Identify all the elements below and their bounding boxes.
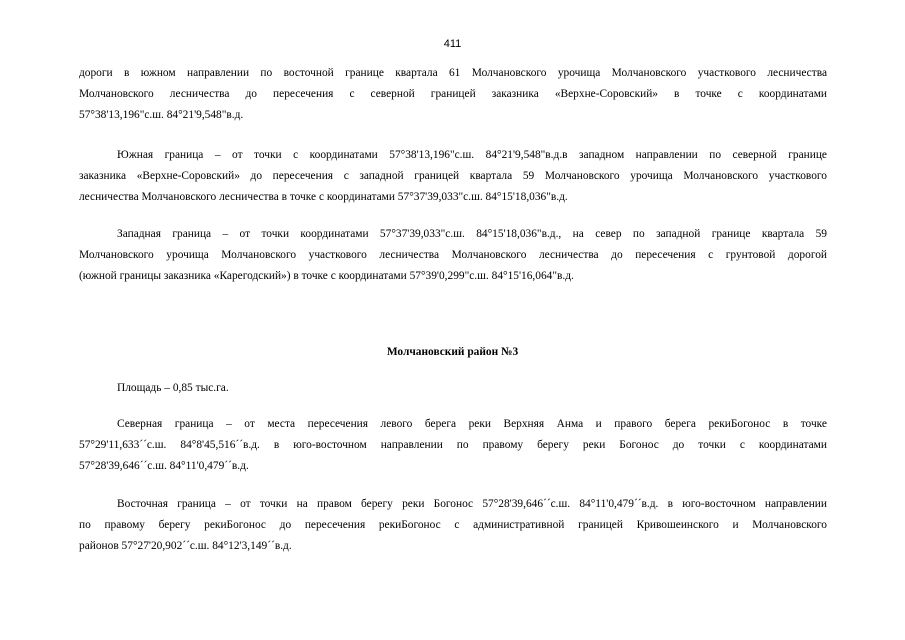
- page-number: 411: [443, 38, 462, 50]
- text-line: по правому берегу рекиБогонос до пересечения рекиБогонос с административной границей Кривошеинского и Молчановского: [79, 519, 827, 531]
- text-line: Восточная граница – от точки на правом берегу реки Богонос 57°28'39,646´´с.ш. 84°11'0,479´´в.д. в юго-восточном направлении: [117, 498, 827, 510]
- paragraph-area: [79, 378, 827, 399]
- section-heading: Молчановский район №3: [386, 346, 519, 358]
- text-line: Западная граница – от точки координатами 57°37'39,033"с.ш. 84°15'18,036"в.д., на север по западной границе квартала 59: [117, 228, 827, 240]
- text-line: Молчановского урочища Молчановского участкового лесничества Молчановского лесничества до пересечения с грунтовой дорогой: [79, 249, 827, 261]
- text-line: 57°38'13,196"с.ш. 84°21'9,548"в.д.: [79, 109, 244, 121]
- text-line: Площадь – 0,85 тыс.га.: [117, 382, 229, 394]
- paragraph-southern-boundary: [79, 145, 827, 208]
- text-line: лесничества Молчановского лесничества в точке с координатами 57°37'39,033"с.ш. 84°15'18,036"в.д.: [79, 191, 568, 203]
- paragraph-northern-boundary: [79, 414, 827, 477]
- paragraph-western-boundary: [79, 224, 827, 287]
- text-line: Северная граница – от места пересечения левого берега реки Верхняя Анма и правого берега рекиБогонос в точке: [117, 418, 827, 430]
- text-line: Молчановского лесничества до пересечения с северной границей заказника «Верхне-Соровский» в точке с координатами: [79, 88, 827, 100]
- text-line: районов 57°27'20,902´´с.ш. 84°12'3,149´´в.д.: [79, 540, 292, 552]
- text-line: Южная граница – от точки с координатами 57°38'13,196"с.ш. 84°21'9,548"в.д.в западном направлении по северной границе: [117, 149, 827, 161]
- text-line: 57°29'11,633´´с.ш. 84°8'45,516´´в.д. в юго-восточном направлении по правому берегу реки Богонос до точки с координатами: [79, 439, 827, 451]
- text-line: (южной границы заказника «Карегодский») в точке с координатами 57°39'0,299"с.ш. 84°15'16,064"в.д.: [79, 270, 574, 282]
- paragraph-eastern-boundary: [79, 494, 827, 557]
- text-line: заказника «Верхне-Соровский» до пересечения с западной границей квартала 59 Молчановского урочища Молчановского участкового: [79, 170, 827, 182]
- paragraph-road-continuation: [79, 63, 827, 126]
- text-line: дороги в южном направлении по восточной границе квартала 61 Молчановского урочища Молчановского участкового лесничества: [79, 67, 827, 79]
- text-line: 57°28'39,646´´с.ш. 84°11'0,479´´в.д.: [79, 460, 249, 472]
